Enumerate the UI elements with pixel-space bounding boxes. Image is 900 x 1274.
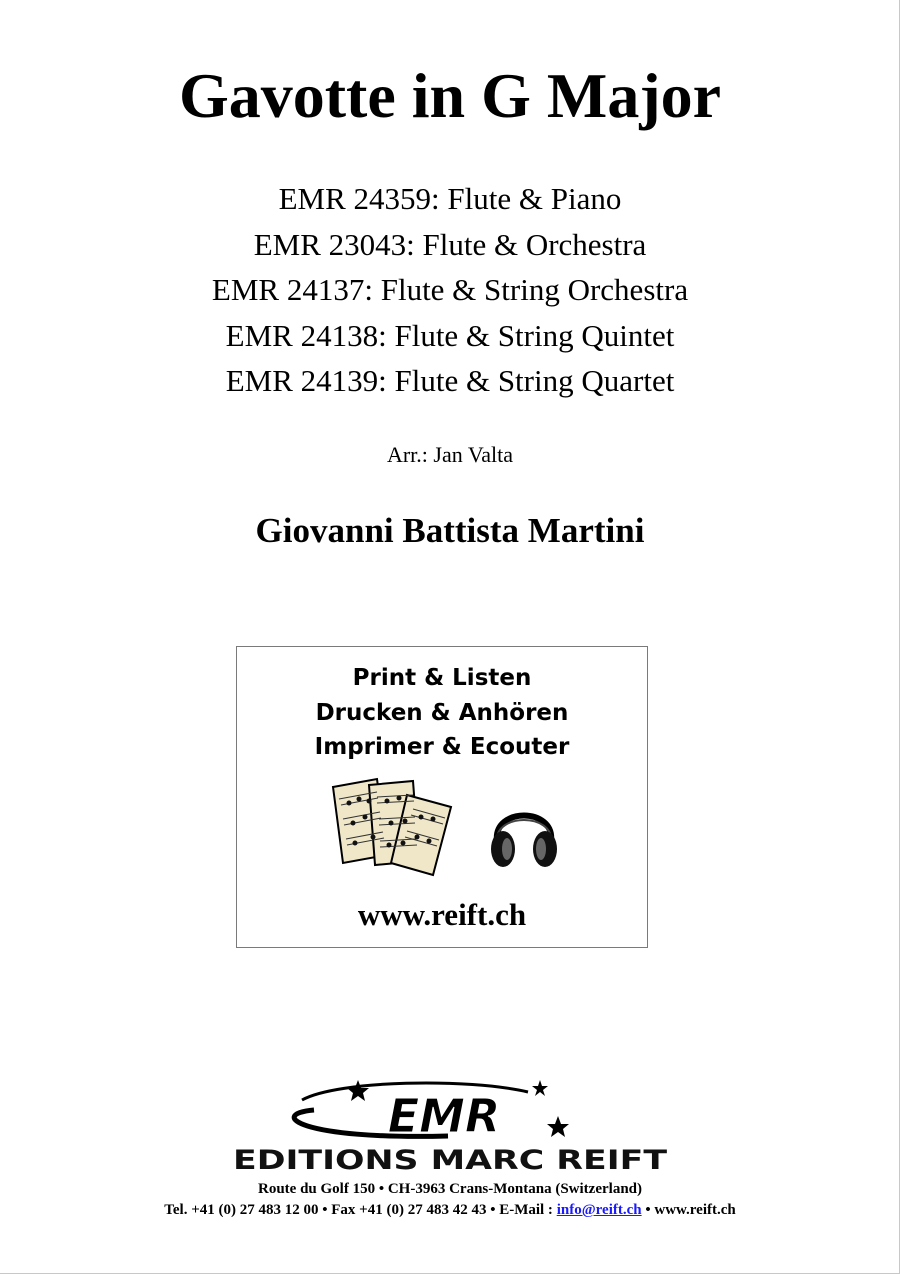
- email-link[interactable]: info@reift.ch: [556, 1202, 642, 1218]
- arranger-credit: Arr.: Jan Valta: [386, 442, 514, 467]
- page-title: Gavotte in G Major: [178, 60, 722, 131]
- edition-item: EMR 24359: Flute & Piano: [278, 181, 622, 216]
- edition-list: [0, 176, 900, 404]
- publisher-name: EDITIONS MARC REIFT: [233, 1145, 668, 1174]
- logo-mark: EMR: [387, 1089, 501, 1143]
- promo-line-en: Print & Listen: [352, 665, 532, 691]
- publisher-address: Route du Golf 150 • CH-3963 Crans-Montana (Switzerland): [258, 1181, 642, 1197]
- promo-line-de: Drucken & Anhören: [315, 699, 569, 726]
- publisher-contact: [0, 1199, 900, 1221]
- sheet-music-icon: [329, 777, 459, 877]
- promo-line-fr: Imprimer & Ecouter: [314, 734, 570, 760]
- edition-item: EMR 24139: Flute & String Quartet: [225, 363, 675, 398]
- phone-fax-text: Tel. +41 (0) 27 483 12 00 • Fax +41 (0) 27 483 42 43 • E-Mail :: [164, 1202, 553, 1218]
- edition-item: EMR 24138: Flute & String Quintet: [225, 317, 675, 353]
- promo-lines: [237, 661, 647, 765]
- website-text[interactable]: • www.reift.ch: [645, 1202, 736, 1218]
- headphones-icon: [487, 793, 561, 873]
- edition-item: EMR 24137: Flute & String Orchestra: [211, 272, 689, 307]
- composer-name: Giovanni Battista Martini: [255, 511, 645, 550]
- edition-item: EMR 23043: Flute & Orchestra: [253, 226, 647, 262]
- promo-url-link[interactable]: www.reift.ch: [357, 897, 527, 932]
- emr-logo: [228, 1070, 672, 1174]
- print-listen-box[interactable]: [236, 646, 648, 948]
